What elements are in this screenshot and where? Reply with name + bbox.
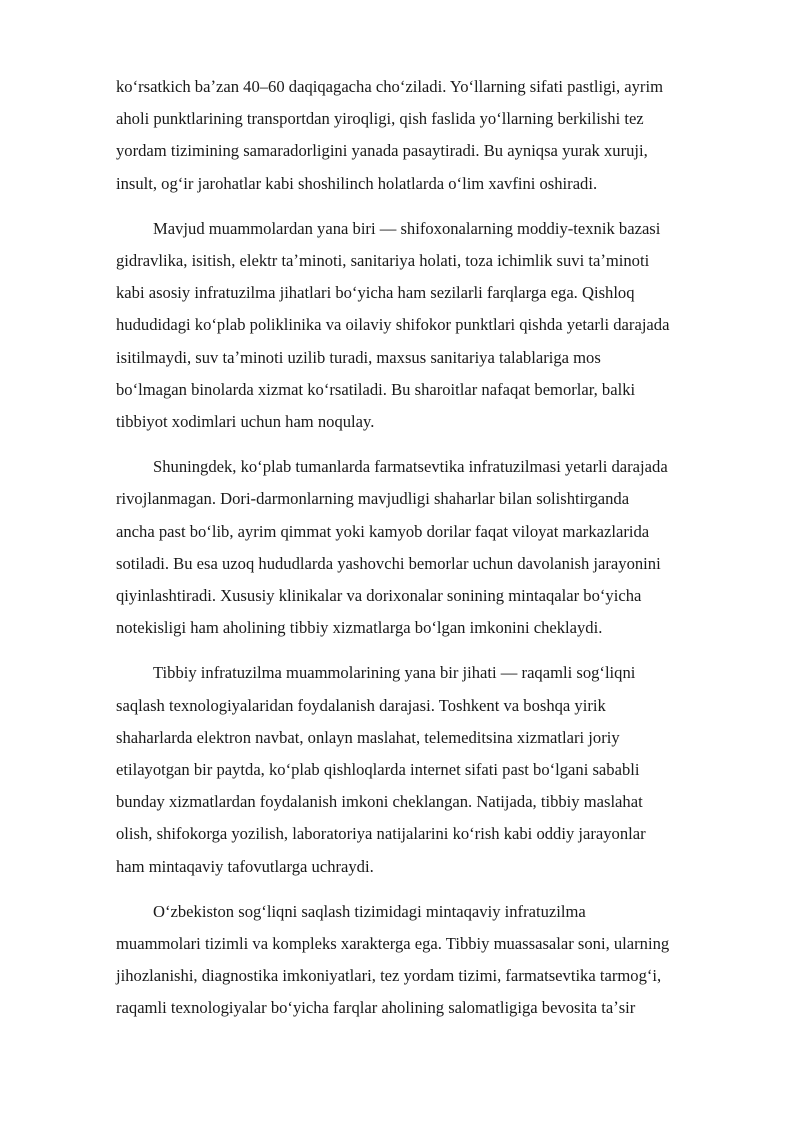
text-line: Tibbiy infratuzilma muammolarining yana bir jihati — raqamli sogʻliqni — [153, 663, 636, 683]
text-line: Mavjud muammolardan yana biri — shifoxonalarning moddiy-texnik bazasi — [153, 218, 661, 238]
text-line: olish, shifokorga yozilish, laboratoriya natijalarini koʻrish kabi oddiy jarayonlar — [116, 824, 646, 844]
text-line: Shuningdek, koʻplab tumanlarda farmatsevtika infratuzilmasi yetarli darajada — [153, 457, 668, 477]
body-text — [116, 71, 746, 1038]
text-line: raqamli texnologiyalar boʻyicha farqlar aholining salomatligiga bevosita taʼsir — [116, 998, 636, 1018]
text-line: saqlash texnologiyalaridan foydalanish darajasi. Toshkent va boshqa yirik — [116, 695, 606, 715]
text-line: yordam tizimining samaradorligini yanada pasaytiradi. Bu ayniqsa yurak xuruji, — [116, 141, 648, 161]
text-line: kabi asosiy infratuzilma jihatlari boʻyicha ham sezilarli farqlarga ega. Qishloq — [116, 283, 635, 303]
text-line: muammolari tizimli va kompleks xarakterga ega. Tibbiy muassasalar soni, ularning — [116, 934, 670, 954]
paragraph-3 — [116, 451, 746, 644]
paragraph-1 — [116, 71, 746, 200]
text-line: insult, ogʻir jarohatlar kabi shoshilinch holatlarda oʻlim xavfini oshiradi. — [116, 173, 598, 193]
text-line: Oʻzbekiston sogʻliqni saqlash tizimidagi mintaqaviy infratuzilma — [153, 901, 586, 921]
text-line: isitilmaydi, suv taʼminoti uzilib turadi, maxsus sanitariya talablariga mos — [116, 347, 601, 367]
text-line: bunday xizmatlardan foydalanish imkoni cheklangan. Natijada, tibbiy maslahat — [116, 792, 643, 812]
text-line: ancha past boʻlib, ayrim qimmat yoki kamyob dorilar faqat viloyat markazlarida — [116, 521, 650, 541]
text-line: koʻrsatkich baʼzan 40–60 daqiqagacha choʻziladi. Yoʻllarning sifati pastligi, ayrim — [116, 77, 663, 96]
text-line: notekisligi ham aholining tibbiy xizmatlarga boʻlgan imkonini cheklaydi. — [116, 618, 603, 638]
text-line: boʻlmagan binolarda xizmat koʻrsatiladi. Bu sharoitlar nafaqat bemorlar, balki — [116, 379, 636, 399]
text-line: etilayotgan bir paytda, koʻplab qishloqlarda internet sifati past boʻlgani sababli — [116, 760, 640, 780]
paragraph-2 — [116, 213, 746, 438]
text-line: hududidagi koʻplab poliklinika va oilaviy shifokor punktlari qishda yetarli darajada — [116, 315, 670, 335]
text-line: aholi punktlarining transportdan yiroqligi, qish faslida yoʻllarning berkilishi tez — [116, 109, 644, 129]
text-line: rivojlanmagan. Dori-darmonlarning mavjudligi shaharlar bilan solishtirganda — [116, 489, 630, 509]
paragraph-5 — [116, 896, 746, 1025]
text-line: shaharlarda elektron navbat, onlayn maslahat, telemeditsina xizmatlari joriy — [116, 727, 620, 747]
text-line: gidravlika, isitish, elektr taʼminoti, sanitariya holati, toza ichimlik suvi taʼminoti — [116, 251, 650, 271]
paragraph-4 — [116, 657, 746, 882]
text-line: qiyinlashtiradi. Xususiy klinikalar va dorixonalar sonining mintaqalar boʻyicha — [116, 586, 642, 606]
text-line: ham mintaqaviy tafovutlarga uchraydi. — [116, 856, 374, 876]
text-line: tibbiyot xodimlari uchun ham noqulay. — [116, 412, 375, 432]
text-line: sotiladi. Bu esa uzoq hududlarda yashovchi bemorlar uchun davolanish jarayonini — [116, 553, 661, 573]
text-line: jihozlanishi, diagnostika imkoniyatlari, tez yordam tizimi, farmatsevtika tarmogʻi, — [116, 966, 662, 986]
